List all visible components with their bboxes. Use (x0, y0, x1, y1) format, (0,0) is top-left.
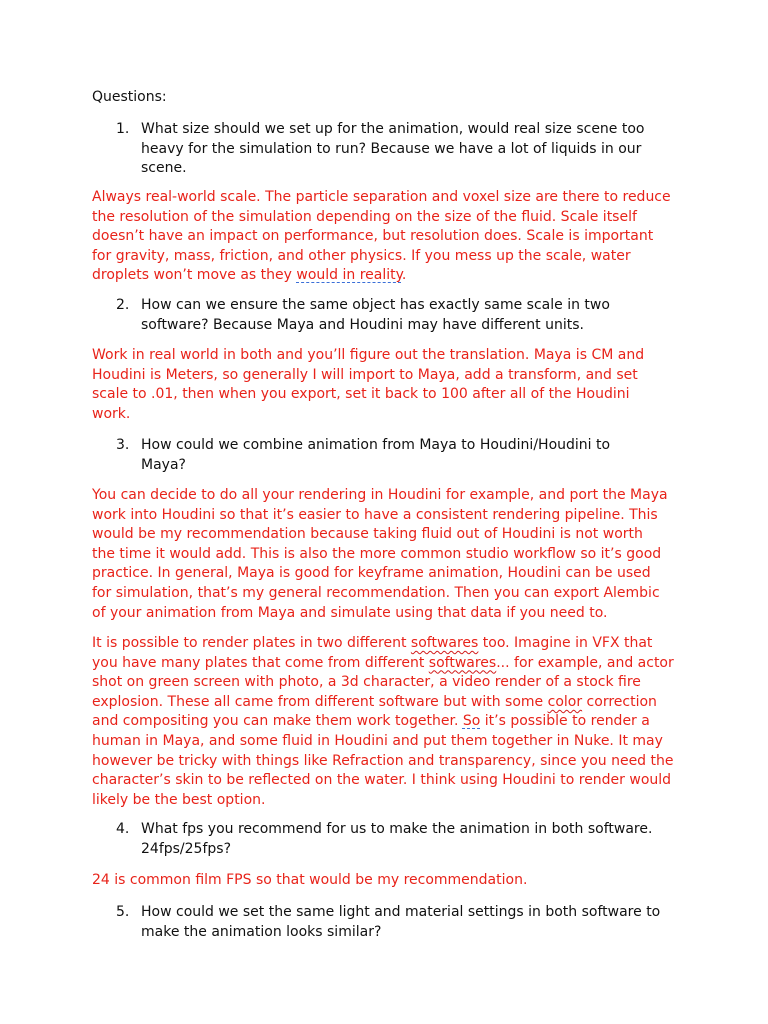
answer-3b-line: character’s skin to be reflected on the water. I think using Houdini to render would (92, 772, 672, 789)
answer-3b-text: too. Imagine in VFX that (478, 635, 653, 651)
question-4-text (141, 820, 652, 859)
answer-2-line: Work in real world in both and you’ll figure out the translation. Maya is CM and (92, 347, 645, 363)
answer-3b-text: you have many plates that come from different (92, 654, 429, 671)
spelling-mark[interactable]: color (547, 693, 583, 710)
question-4-line: What fps you recommend for us to make the animation in both software. (141, 821, 653, 837)
answer-3b-line: likely be the best option. (92, 791, 266, 808)
question-5-text (141, 903, 660, 942)
question-1-line: scene. (141, 160, 187, 177)
question-1-line: heavy for the simulation to run? Because we have a lot of liquids in our (141, 140, 642, 157)
question-3-line: How could we combine animation from Maya to Houdini/Houdini to (141, 437, 611, 453)
questions-heading: Questions: (92, 89, 167, 105)
answer-1-line (92, 266, 671, 286)
answer-1-line: doesn’t have an impact on performance, but resolution does. Scale is important (92, 228, 654, 245)
question-1-line: What size should we set up for the animation, would real size scene too (141, 121, 645, 137)
answer-3b-line (92, 712, 674, 732)
answer-1-line: Always real-world scale. The particle separation and voxel size are there to reduce (92, 189, 671, 205)
question-2-text (141, 296, 610, 335)
grammar-suggestion-mark[interactable]: would in reality (296, 267, 402, 284)
spelling-mark[interactable]: softwares (428, 654, 497, 671)
answer-3-continued (92, 634, 674, 810)
question-2-line: How can we ensure the same object has exactly same scale in two (141, 297, 610, 313)
answer-3b-line (92, 654, 674, 674)
answer-3-line: of your animation from Maya and simulate using that data if you need to. (92, 604, 608, 621)
answer-2-line: work. (92, 405, 131, 422)
answer-3b-line: however be tricky with things like Refraction and transparency, since you need the (92, 752, 674, 769)
question-3-number: 3. (116, 437, 130, 453)
answer-4 (92, 871, 527, 891)
answer-3 (92, 486, 668, 623)
answer-3b-text: it’s possible to render a (480, 713, 650, 730)
answer-2-line: scale to .01, then when you export, set it back to 100 after all of the Houdini (92, 386, 630, 403)
answer-1 (92, 188, 671, 286)
question-1-text (141, 120, 645, 179)
question-4-line: 24fps/25fps? (141, 840, 231, 857)
answer-2-line: Houdini is Meters, so generally I will import to Maya, add a transform, and set (92, 366, 638, 383)
answer-3b-text: It is possible to render plates in two different (92, 635, 411, 651)
answer-3b-text: ... for example, and actor (496, 654, 674, 671)
question-1-number: 1. (116, 121, 130, 137)
answer-3-line: work into Houdini so that it’s easier to have a consistent rendering pipeline. This (92, 506, 658, 523)
answer-3-line: You can decide to do all your rendering in Houdini for example, and port the Maya (92, 487, 668, 503)
question-4-number: 4. (116, 821, 130, 837)
question-5-line: make the animation looks similar? (141, 923, 382, 940)
answer-3-line: the time it would add. This is also the more common studio workflow so it’s good (92, 545, 662, 562)
answer-3b-text: and compositing you can make them work together. (92, 713, 463, 730)
answer-4-line: 24 is common film FPS so that would be my recommendation. (92, 872, 528, 888)
question-3-line: Maya? (141, 456, 186, 473)
answer-3b-text: correction (582, 693, 657, 710)
answer-3b-line: human in Maya, and some fluid in Houdini and put them together in Nuke. It may (92, 732, 663, 749)
question-3-text (141, 436, 610, 475)
answer-1-text: droplets won’t move as they (92, 267, 297, 284)
answer-1-line: for gravity, mass, friction, and other physics. If you mess up the scale, water (92, 247, 631, 264)
answer-3-line: would be my recommendation because taking fluid out of Houdini is not worth (92, 526, 643, 543)
question-5-line: How could we set the same light and material settings in both software to (141, 904, 661, 920)
answer-3b-line: shot on green screen with photo, a 3d character, a video render of a stock fire (92, 674, 641, 691)
question-2-line: software? Because Maya and Houdini may have different units. (141, 316, 584, 333)
answer-1-text: . (401, 267, 407, 284)
spelling-mark[interactable]: softwares (410, 635, 479, 651)
answer-3b-text: explosion. These all came from different software but with some (92, 693, 548, 710)
question-2-number: 2. (116, 297, 130, 313)
answer-1-line: the resolution of the simulation depending on the size of the fluid. Scale itself (92, 208, 637, 225)
question-5-number: 5. (116, 904, 130, 920)
answer-3b-line (92, 693, 674, 713)
answer-3-line: for simulation, that’s my general recommendation. Then you can export Alembic (92, 584, 660, 601)
answer-3b-line (92, 634, 674, 654)
answer-3-line: practice. In general, Maya is good for keyframe animation, Houdini can be used (92, 565, 651, 582)
answer-2 (92, 346, 644, 424)
grammar-suggestion-mark[interactable]: So (462, 713, 481, 730)
